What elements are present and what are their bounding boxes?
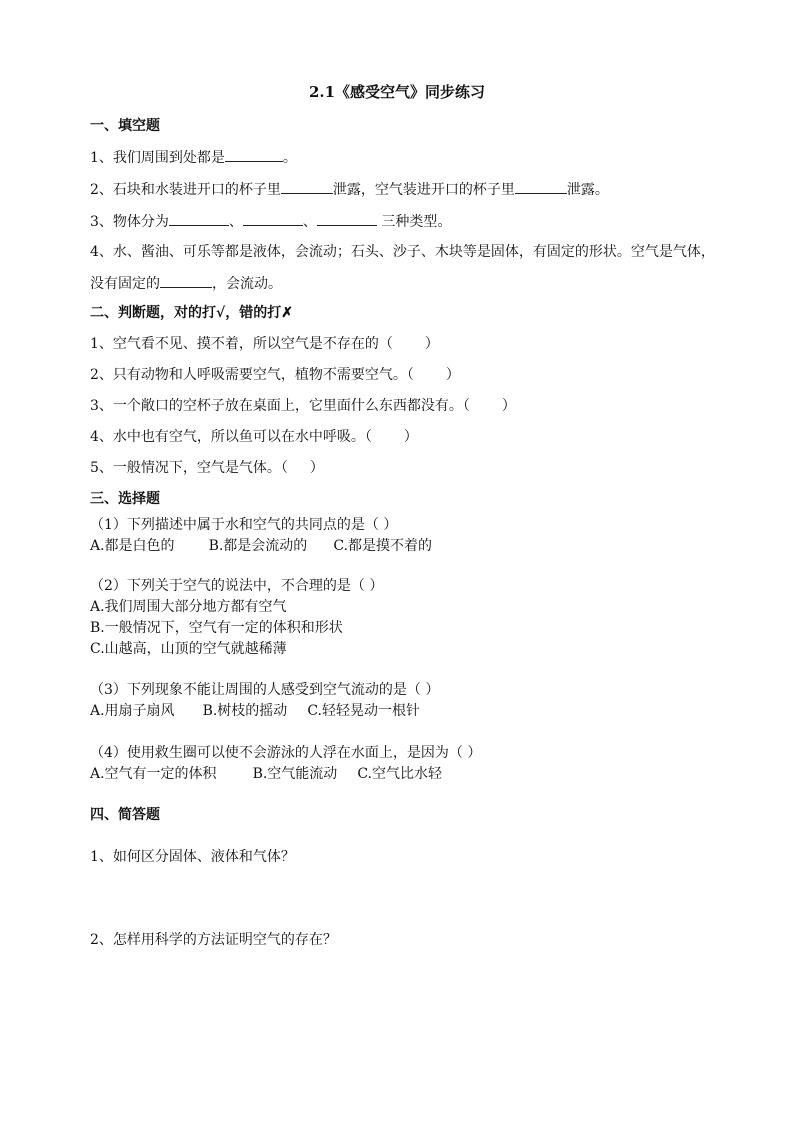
judge-item: 4、水中也有空气，所以鱼可以在水中呼吸。（ ） — [90, 429, 418, 445]
fill-question-3: 3、物体分为 、 、 三种类型。 — [90, 214, 452, 230]
answer-blank[interactable] — [317, 212, 377, 226]
answer-blank[interactable] — [515, 180, 567, 194]
choice-question-1-stem: （1）下列描述中属于水和空气的共同点的是（ ） — [90, 517, 398, 533]
option-a[interactable]: A.用扇子扇风 — [90, 703, 175, 719]
choice-question-3-options — [90, 702, 420, 720]
choice-question-2-stem: （2）下列关于空气的说法中，不合理的是（ ） — [90, 578, 384, 594]
fill-question-2: 2、石块和水装进开口的杯子里 泄露，空气装进开口的杯子里 泄露。 — [90, 182, 609, 198]
choice-question-3-stem: （3）下列现象不能让周围的人感受到空气流动的是（ ） — [90, 682, 440, 698]
option-b[interactable]: B.一般情况下，空气有一定的体积和形状 — [90, 620, 343, 636]
section-heading-choice: 三、选择题 — [90, 491, 160, 507]
section-heading-true-false: 二、判断题，对的打√，错的打✗ — [90, 305, 293, 321]
option-c[interactable]: C.都是摸不着的 — [333, 538, 432, 554]
option-a[interactable]: A.都是白色的 — [90, 538, 175, 554]
short-answer-question-2: 2、怎样用科学的方法证明空气的存在？ — [90, 932, 337, 948]
judge-item: 5、一般情况下，空气是气体。（ ） — [90, 460, 324, 476]
choice-question-4-stem: （4）使用救生圈可以使不会游泳的人浮在水面上，是因为（ ） — [90, 745, 482, 761]
option-c[interactable]: C.空气比水轻 — [357, 766, 442, 782]
option-b[interactable]: B.都是会流动的 — [208, 538, 308, 554]
judge-item: 2、只有动物和人呼吸需要空气，植物不需要空气。（ ） — [90, 367, 460, 383]
answer-blank[interactable] — [160, 274, 212, 288]
judge-item: 3、一个敞口的空杯子放在桌面上，它里面什么东西都没有。（ ） — [90, 398, 516, 414]
fill-question-1: 1、我们周围到处都是 。 — [90, 150, 297, 166]
option-c[interactable]: C.山越高，山顶的空气就越稀薄 — [90, 641, 287, 657]
section-heading-fill-blank: 一、填空题 — [90, 118, 160, 134]
section-heading-short-answer: 四、简答题 — [90, 807, 160, 823]
option-c[interactable]: C.轻轻晃动一根针 — [307, 703, 420, 719]
answer-blank[interactable] — [281, 180, 333, 194]
choice-question-4-options — [90, 765, 442, 783]
option-a[interactable]: A.我们周围大部分地方都有空气 — [90, 599, 287, 615]
option-b[interactable]: B.空气能流动 — [252, 766, 338, 782]
answer-blank[interactable] — [169, 212, 229, 226]
fill-question-4-line1: 4、水、酱油、可乐等都是液体，会流动；石头、沙子、木块等是固体，有固定的形状。空气是气体， — [90, 244, 715, 260]
choice-question-1-options — [90, 537, 432, 555]
option-a[interactable]: A.空气有一定的体积 — [90, 766, 217, 782]
answer-blank[interactable] — [225, 148, 283, 162]
judge-item: 1、空气看不见、摸不着，所以空气是不存在的（ ） — [90, 336, 439, 352]
fill-question-4-line2: 没有固定的 ，会流动。 — [90, 276, 282, 292]
answer-blank[interactable] — [243, 212, 303, 226]
short-answer-question-1: 1、如何区分固体、液体和气体？ — [90, 849, 295, 865]
option-b[interactable]: B.树枝的摇动 — [202, 703, 288, 719]
page-title: 2.1《感受空气》同步练习 — [308, 83, 486, 101]
